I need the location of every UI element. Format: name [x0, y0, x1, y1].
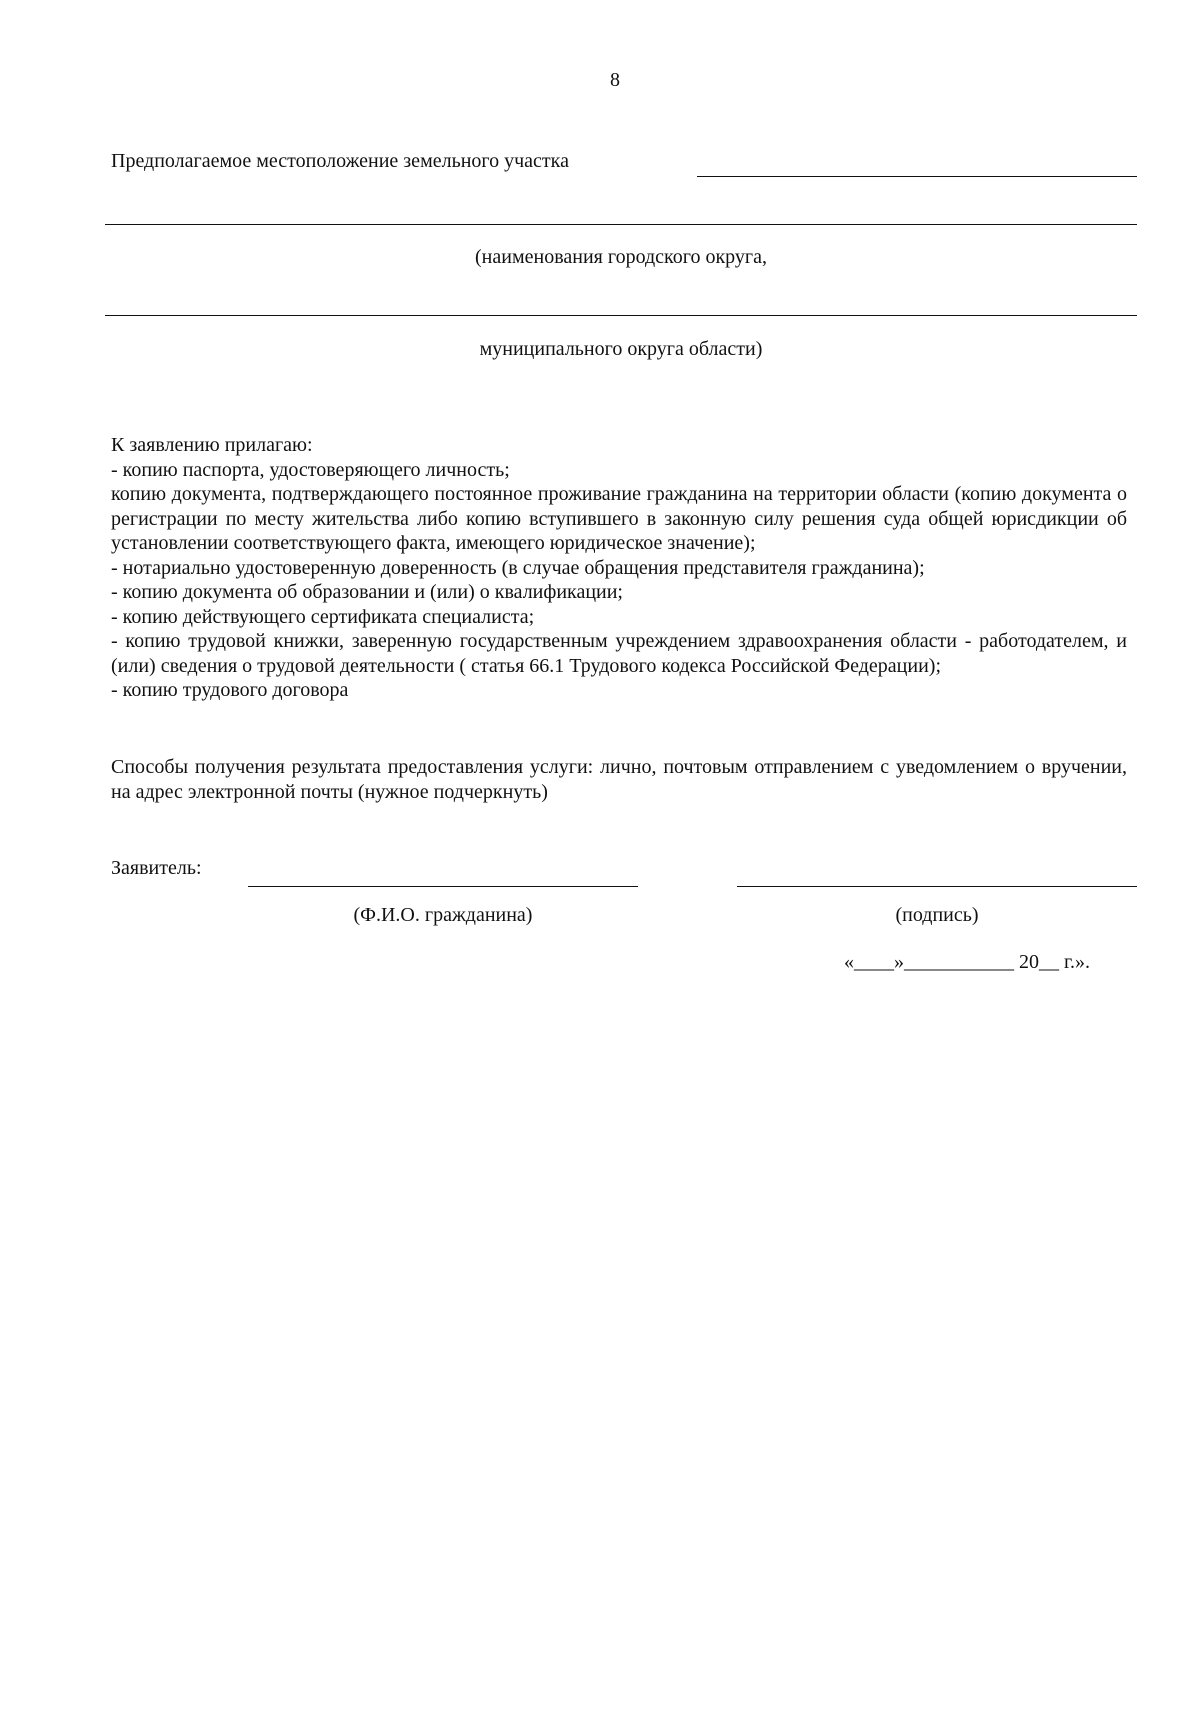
- location-line-2[interactable]: [105, 224, 1137, 225]
- methods-text: Способы получения результата предоставления услуги: лично, почтовым отправлением с уведомлением о вручении, на адрес электронной почты (нужное подчеркнуть): [111, 756, 1127, 803]
- attachment-item: копию документа, подтверждающего постоянное проживание гражданина на территории области (копию документа о регистрации по месту жительства либо копию вступившего в законную силу решения суда общей юрисдикции об установлении соответствующего факта, имеющего юридическое значение);: [111, 483, 1127, 554]
- attachment-item: - копию трудового договора: [111, 679, 349, 701]
- attachment-item: - нотариально удостоверенную доверенность (в случае обращения представителя гражданина);: [111, 556, 925, 579]
- location-caption-1: (наименования городского округа,: [475, 246, 767, 268]
- location-caption-2: муниципального округа области): [479, 338, 763, 360]
- attachment-item: - копию паспорта, удостоверяющего личность;: [111, 458, 510, 481]
- attachment-item: - копию документа об образовании и (или) о квалификации;: [111, 581, 623, 603]
- attachment-item: - копию действующего сертификата специалиста;: [111, 605, 535, 628]
- applicant-label: Заявитель:: [111, 857, 202, 879]
- fio-input-line[interactable]: [248, 886, 638, 887]
- signature-input-line[interactable]: [737, 886, 1137, 887]
- location-label: Предполагаемое местоположение земельного участка: [111, 150, 569, 172]
- fio-caption: (Ф.И.О. гражданина): [353, 904, 533, 926]
- attachments-heading: К заявлению прилагаю:: [111, 434, 313, 456]
- date-line: «____»___________ 20__ г.».: [844, 951, 1090, 973]
- page-number: 8: [610, 69, 620, 91]
- signature-caption: (подпись): [895, 904, 979, 926]
- attachments-block: [111, 433, 1127, 703]
- location-input-line[interactable]: [697, 176, 1137, 177]
- attachment-item: - копию трудовой книжки, заверенную государственным учреждением здравоохранения области - работодателем, и (или) сведения о трудовой деятельности ( статья 66.1 Трудового кодекса Российской Федерации);: [111, 630, 1127, 677]
- location-line-3[interactable]: [105, 315, 1137, 316]
